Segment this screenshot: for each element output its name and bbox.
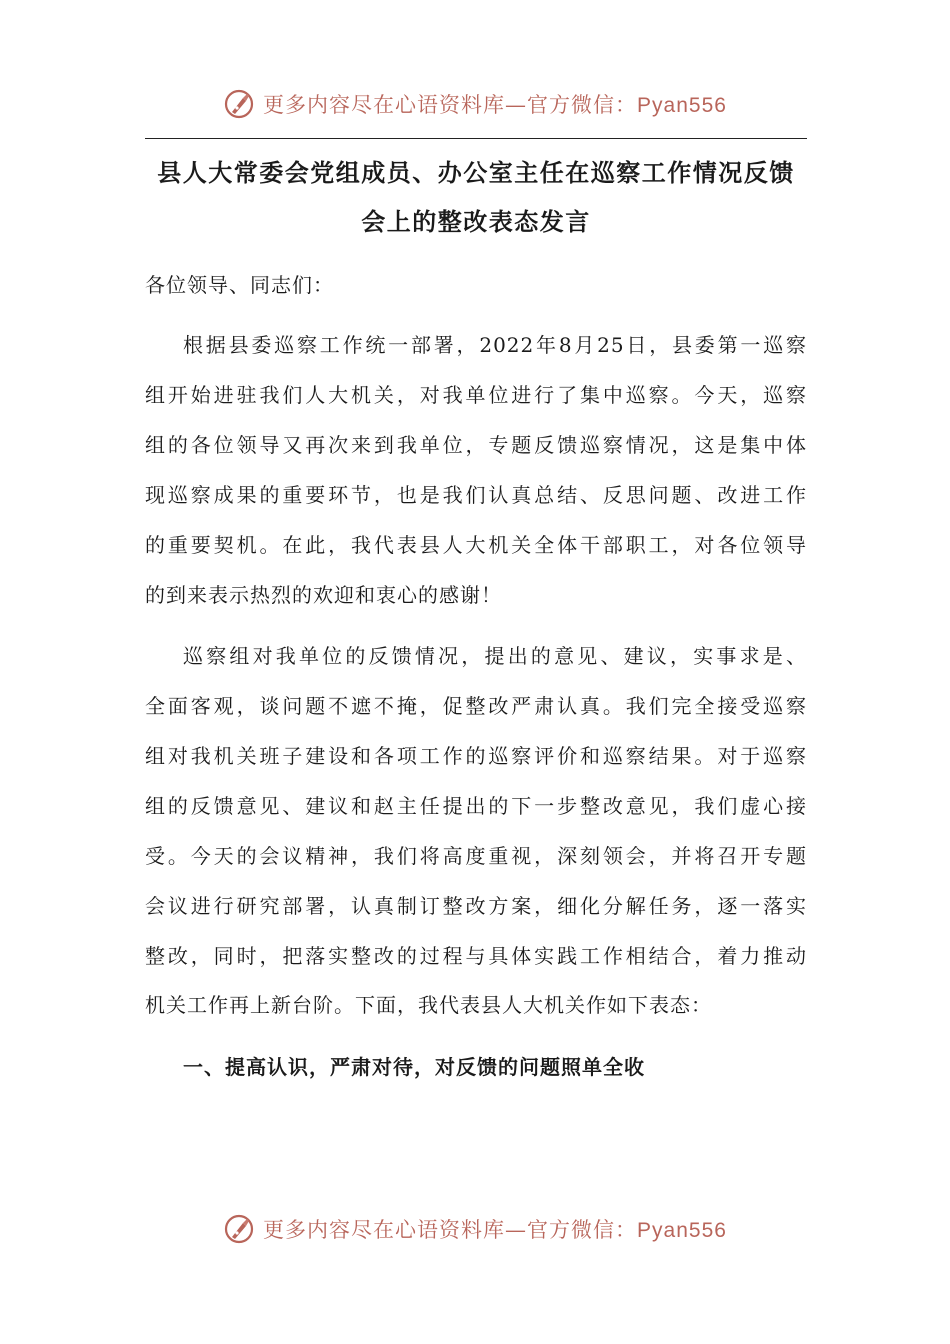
pen-nib-logo-icon bbox=[223, 1213, 255, 1245]
pen-nib-logo-icon bbox=[223, 88, 255, 120]
paragraph-line: 受。今天的会议精神，我们将高度重视，深刻领会，并将召开专题 bbox=[145, 844, 807, 868]
paragraph-line: 的重要契机。在此，我代表县人大机关全体干部职工，对各位领导 bbox=[145, 533, 807, 557]
header-divider bbox=[145, 138, 807, 139]
document-title-line-1: 县人大常委会党组成员、办公室主任在巡察工作情况反馈 bbox=[157, 158, 795, 187]
paragraph-line: 现巡察成果的重要环节，也是我们认真总结、反思问题、改进工作 bbox=[145, 483, 807, 507]
paragraph-line: 的到来表示热烈的欢迎和衷心的感谢！ bbox=[145, 583, 502, 607]
salutation: 各位领导、同志们： bbox=[145, 273, 334, 297]
footer-watermark bbox=[0, 1209, 950, 1249]
header-watermark bbox=[0, 84, 950, 124]
paragraph-line: 根据县委巡察工作统一部署，2022年8月25日，县委第一巡察 bbox=[183, 333, 807, 357]
watermark-text bbox=[263, 1214, 727, 1244]
paragraph-line: 会议进行研究部署，认真制订整改方案，细化分解任务，逐一落实 bbox=[145, 894, 807, 918]
section-heading: 一、提高认识，严肃对待，对反馈的问题照单全收 bbox=[183, 1055, 645, 1079]
watermark-id: Pyan556 bbox=[637, 94, 727, 117]
paragraph-line: 整改，同时，把落实整改的过程与具体实践工作相结合，着力推动 bbox=[145, 944, 807, 968]
paragraph-line: 巡察组对我单位的反馈情况，提出的意见、建议，实事求是、 bbox=[183, 644, 807, 668]
paragraph-line: 全面客观，谈问题不遮不掩，促整改严肃认真。我们完全接受巡察 bbox=[145, 694, 807, 718]
paragraph-line: 组的各位领导又再次来到我单位，专题反馈巡察情况，这是集中体 bbox=[145, 433, 807, 457]
watermark-id: Pyan556 bbox=[637, 1219, 727, 1242]
watermark-label: 更多内容尽在心语资料库—官方微信： bbox=[263, 93, 638, 117]
paragraph-line: 组开始进驻我们人大机关，对我单位进行了集中巡察。今天，巡察 bbox=[145, 383, 807, 407]
paragraph-line: 组的反馈意见、建议和赵主任提出的下一步整改意见，我们虚心接 bbox=[145, 794, 807, 818]
paragraph-line: 组对我机关班子建设和各项工作的巡察评价和巡察结果。对于巡察 bbox=[145, 744, 807, 768]
paragraph-line: 机关工作再上新台阶。下面，我代表县人大机关作如下表态： bbox=[145, 993, 712, 1017]
watermark-label: 更多内容尽在心语资料库—官方微信： bbox=[263, 1218, 638, 1242]
watermark-text bbox=[263, 89, 727, 119]
document-title-line-2: 会上的整改表态发言 bbox=[361, 207, 591, 236]
